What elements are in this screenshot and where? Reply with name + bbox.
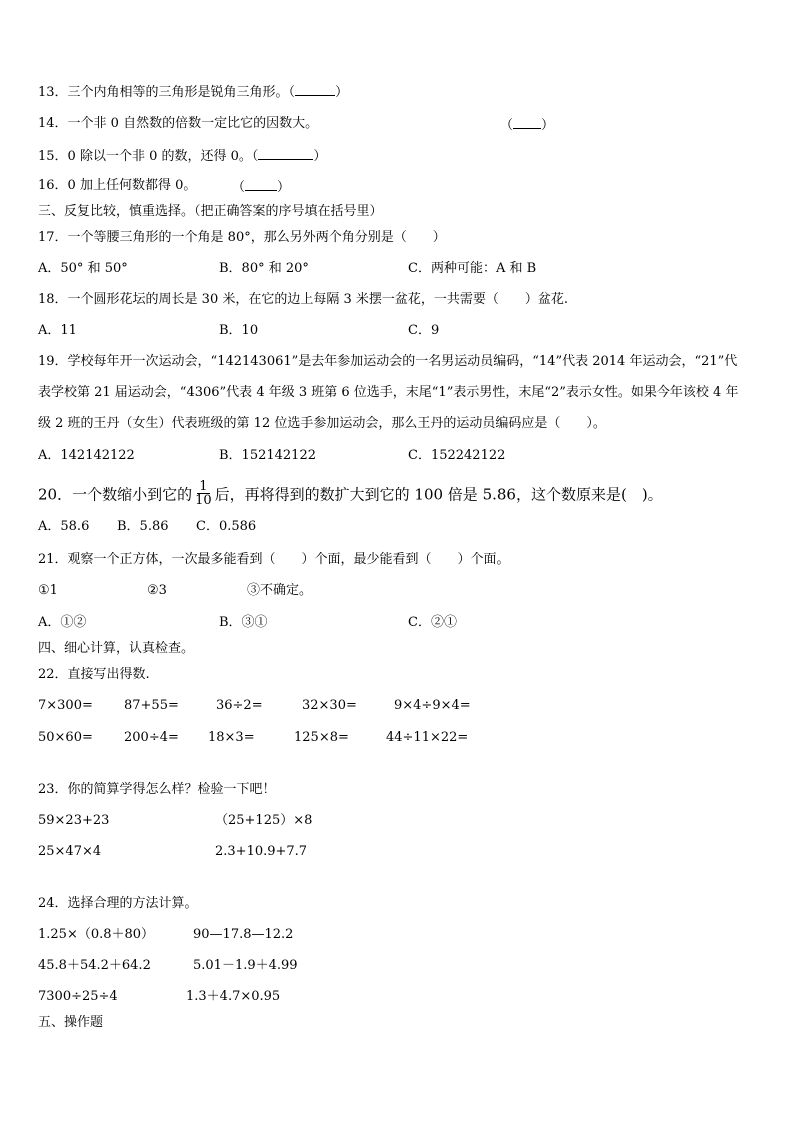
answer-blank[interactable] xyxy=(295,83,335,96)
question-19-line-3: 级 2 班的王丹（女生）代表班级的第 12 位选手参加运动会，那么王丹的运动员编码应是（ ）。 xyxy=(38,416,606,431)
option-a[interactable]: A．11 xyxy=(38,323,77,338)
section-4-heading: 四、细心计算，认真检查。 xyxy=(38,641,195,656)
answer-blank[interactable] xyxy=(258,147,313,160)
option-b[interactable]: B．5.86 xyxy=(117,519,169,534)
question-21: 21．观察一个正方体，一次最多能看到（ ）个面，最少能看到（ ）个面。 xyxy=(38,552,510,567)
question-16-answer xyxy=(232,178,290,196)
calc-item: 1.25×（0.8＋80） xyxy=(38,927,155,942)
bracket-close: ） xyxy=(313,149,327,164)
calc-item: 5.01－1.9＋4.99 xyxy=(193,958,298,973)
calc-item: 59×23+23 xyxy=(38,813,110,828)
fraction-numerator: 1 xyxy=(199,479,208,494)
calc-item: 125×8= xyxy=(294,730,349,745)
answer-blank[interactable] xyxy=(513,116,541,129)
calc-item: 90—17.8—12.2 xyxy=(193,927,294,942)
choice-1: ①1 xyxy=(38,583,58,598)
calc-item: 36÷2= xyxy=(216,698,263,713)
question-text: 一个非 0 自然数的倍数一定比它的因数大。 xyxy=(67,116,319,131)
option-b[interactable]: B．③① xyxy=(219,615,268,630)
question-24: 24．选择合理的方法计算。 xyxy=(38,896,198,911)
calc-item: 7×300= xyxy=(38,698,93,713)
option-c[interactable]: C．0.586 xyxy=(196,519,257,534)
calc-item: 200÷4= xyxy=(124,730,179,745)
calc-item: 87+55= xyxy=(124,698,179,713)
bracket-open: （ xyxy=(500,118,514,133)
answer-blank[interactable] xyxy=(245,178,277,191)
calc-item: 50×60= xyxy=(38,730,93,745)
question-20 xyxy=(38,479,663,509)
bracket-close: ） xyxy=(277,180,291,195)
calc-item: 44÷11×22= xyxy=(386,730,469,745)
question-14 xyxy=(38,116,318,132)
question-text: 20．一个数缩小到它的 xyxy=(38,485,193,504)
bracket-close: ） xyxy=(541,118,555,133)
calc-item: 7300÷25÷4 xyxy=(38,989,118,1004)
calc-item: 25×47×4 xyxy=(38,844,102,859)
option-c[interactable]: C．两种可能：A 和 B xyxy=(408,261,537,276)
question-22: 22．直接写出得数. xyxy=(38,667,150,682)
option-a[interactable]: A．50° 和 50° xyxy=(38,261,128,276)
fraction-denominator: 10 xyxy=(195,493,212,508)
fraction xyxy=(193,480,214,507)
choice-3: ③不确定。 xyxy=(247,583,313,598)
question-number: 14． xyxy=(38,116,68,131)
option-b[interactable]: B．80° 和 20° xyxy=(219,261,309,276)
calc-item: （25+125）×8 xyxy=(215,813,313,828)
section-5-heading: 五、操作题 xyxy=(38,1015,104,1030)
option-b[interactable]: B．152142122 xyxy=(219,448,316,463)
question-19-line-1: 19．学校每年开一次运动会，“142143061”是去年参加运动会的一名男运动员编码，“14”代表 2014 年运动会，“21”代 xyxy=(38,354,738,369)
question-text: 0 加上任何数都得 0。 xyxy=(67,178,197,193)
calc-item: 1.3＋4.7×0.95 xyxy=(186,989,281,1004)
calc-item: 32×30= xyxy=(302,698,357,713)
option-a[interactable]: A．①② xyxy=(38,615,87,630)
question-text: 三个内角相等的三角形是锐角三角形。（ xyxy=(67,85,296,100)
question-15 xyxy=(38,147,326,165)
question-number: 13． xyxy=(38,85,68,100)
calc-item: 18×3= xyxy=(208,730,255,745)
question-23: 23．你的简算学得怎么样？检验一下吧！ xyxy=(38,782,276,797)
question-14-answer xyxy=(500,116,554,134)
option-c[interactable]: C．9 xyxy=(408,323,440,338)
question-text: 0 除以一个非 0 的数，还得 0。（ xyxy=(67,149,259,164)
calc-item: 9×4÷9×4= xyxy=(394,698,471,713)
option-a[interactable]: A．142142122 xyxy=(38,448,135,463)
option-a[interactable]: A．58.6 xyxy=(38,519,90,534)
option-b[interactable]: B．10 xyxy=(219,323,259,338)
question-19-line-2: 表学校第 21 届运动会，“4306”代表 4 年级 3 班第 6 位选手，末尾“1”表示男性，末尾“2”表示女性。如果今年该校 4 年 xyxy=(38,385,739,400)
question-text: 后，再将得到的数扩大到它的 100 倍是 5.86，这个数原来是( )。 xyxy=(214,485,663,504)
question-16 xyxy=(38,178,196,194)
question-18: 18．一个圆形花坛的周长是 30 米，在它的边上每隔 3 米摆一盆花，一共需要（ ）盆花. xyxy=(38,292,569,307)
choice-2: ②3 xyxy=(147,583,167,598)
question-number: 16． xyxy=(38,178,68,193)
bracket-open: （ xyxy=(232,180,246,195)
question-13 xyxy=(38,83,348,101)
question-17: 17．一个等腰三角形的一个角是 80°，那么另外两个角分别是（ ） xyxy=(38,230,446,245)
bracket-close: ） xyxy=(335,85,349,100)
option-c[interactable]: C．152242122 xyxy=(408,448,506,463)
section-3-heading: 三、反复比较，慎重选择。（把正确答案的序号填在括号里） xyxy=(38,204,383,219)
option-c[interactable]: C．②① xyxy=(408,615,457,630)
calc-item: 45.8＋54.2＋64.2 xyxy=(38,958,151,973)
calc-item: 2.3+10.9+7.7 xyxy=(215,844,308,859)
question-number: 15． xyxy=(38,149,68,164)
